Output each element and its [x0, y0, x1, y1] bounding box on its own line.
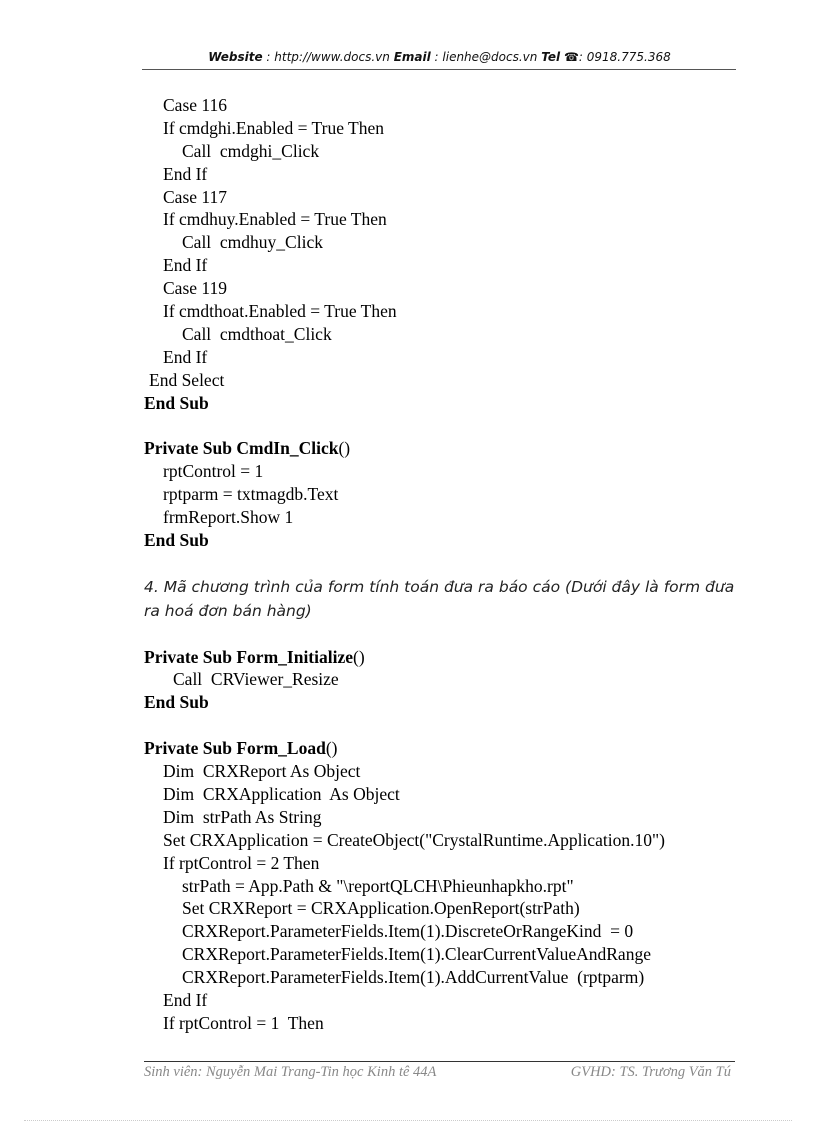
- code-text: Dim CRXReport As Object: [163, 761, 361, 782]
- tel-value: : 0918.775.368: [578, 50, 671, 64]
- code-text: Call cmdthoat_Click: [182, 323, 332, 344]
- email-value: : lienhe@docs.vn: [434, 50, 538, 64]
- code-text: frmReport.Show 1: [163, 507, 294, 528]
- code-text: End Sub: [144, 392, 209, 413]
- code-text: CRXReport.ParameterFields.Item(1).ClearCurrentValueAndRange: [182, 944, 651, 965]
- code-line: [144, 852, 744, 875]
- code-line: [144, 140, 744, 163]
- code-text: Set CRXApplication = CreateObject("CrystalRuntime.Application.10"): [163, 829, 665, 850]
- code-text: Call cmdghi_Click: [182, 140, 320, 161]
- code-text: End If: [163, 163, 208, 184]
- code-text: Dim strPath As String: [163, 806, 322, 827]
- code-line: [144, 437, 744, 460]
- code-text: strPath = App.Path & "\reportQLCH\Phieunhapkho.rpt": [182, 875, 574, 896]
- code-line: [144, 668, 744, 691]
- code-line: [144, 806, 744, 829]
- code-line: [144, 208, 744, 231]
- code-text: End Sub: [144, 529, 209, 550]
- code-text: End Select: [149, 369, 225, 390]
- code-line: [144, 392, 744, 415]
- code-line: [144, 254, 744, 277]
- code-line: [144, 875, 744, 898]
- phone-icon: ☎: [563, 50, 579, 64]
- code-line: [144, 943, 744, 966]
- code-line: [144, 231, 744, 254]
- code-text: End If: [163, 346, 208, 367]
- code-line: [144, 920, 744, 943]
- website-label: Website: [208, 50, 263, 64]
- code-line: [144, 94, 744, 117]
- code-text: Private Sub CmdIn_Click: [144, 438, 339, 459]
- code-listing: [144, 94, 744, 1035]
- code-text: Dim CRXApplication As Object: [163, 783, 400, 804]
- code-text: CRXReport.ParameterFields.Item(1).AddCurrentValue (rptparm): [182, 967, 645, 988]
- code-line: [144, 323, 744, 346]
- code-line: [144, 186, 744, 209]
- code-text: Call cmdhuy_Click: [182, 232, 323, 253]
- code-text: Private Sub Form_Load: [144, 738, 326, 759]
- code-line: [144, 460, 744, 483]
- page-footer: [144, 1064, 735, 1081]
- code-parens: (): [353, 646, 365, 667]
- code-line: [144, 506, 744, 529]
- header-rule: [142, 69, 736, 70]
- code-text: If rptControl = 2 Then: [163, 852, 320, 873]
- footer-advisor: GVHD: TS. Trương Văn Tú: [570, 1064, 731, 1080]
- code-line: [144, 737, 744, 760]
- code-text: rptControl = 1: [163, 461, 264, 482]
- code-line: [144, 163, 744, 186]
- footer-rule: [144, 1061, 735, 1062]
- page-edge-divider: [24, 1120, 792, 1121]
- code-line: [144, 346, 744, 369]
- code-line: [144, 966, 744, 989]
- code-line: [144, 300, 744, 323]
- code-line: [144, 897, 744, 920]
- section-paragraph: 4. Mã chương trình của form tính toán đưa ra báo cáo (Dưới đây là form đưa ra hoá đơn bán hàng): [144, 577, 735, 620]
- code-parens: (): [325, 738, 338, 759]
- code-text: rptparm = txtmagdb.Text: [163, 484, 339, 505]
- code-line: [144, 989, 744, 1012]
- blank-line: [144, 714, 744, 737]
- code-text: Case 117: [163, 186, 227, 207]
- code-line: [144, 760, 744, 783]
- code-line: [144, 1012, 744, 1035]
- blank-line: [144, 623, 744, 646]
- email-label: Email: [393, 50, 431, 64]
- code-text: Set CRXReport = CRXApplication.OpenReport(strPath): [182, 898, 580, 919]
- page-header: [144, 50, 735, 64]
- footer-student: Sinh viên: Nguyễn Mai Trang-Tin học Kinh tê 44A: [144, 1064, 437, 1080]
- tel-label: Tel: [541, 50, 561, 64]
- code-text: CRXReport.ParameterFields.Item(1).DiscreteOrRangeKind = 0: [182, 921, 634, 942]
- code-text: Case 116: [163, 95, 227, 115]
- code-line: [144, 369, 744, 392]
- website-value: : http://www.docs.vn: [266, 50, 390, 64]
- code-text: If cmdhuy.Enabled = True Then: [163, 209, 387, 230]
- code-text: Call CRViewer_Resize: [173, 669, 339, 690]
- code-line: [144, 483, 744, 506]
- code-line: [144, 117, 744, 140]
- code-line: [144, 691, 744, 714]
- code-parens: (): [338, 438, 351, 459]
- code-line: [144, 829, 744, 852]
- code-line: [144, 277, 744, 300]
- code-text: If cmdthoat.Enabled = True Then: [163, 301, 397, 322]
- code-text: If cmdghi.Enabled = True Then: [163, 117, 384, 138]
- code-line: [144, 529, 744, 552]
- blank-line: [144, 552, 744, 575]
- code-line: [144, 783, 744, 806]
- blank-line: [144, 414, 744, 437]
- code-text: Case 119: [163, 278, 227, 299]
- code-text: Private Sub Form_Initialize: [144, 646, 354, 667]
- code-line: [144, 646, 744, 669]
- code-text: End If: [163, 255, 208, 276]
- code-text: End If: [163, 989, 208, 1010]
- code-text: End Sub: [144, 692, 209, 713]
- code-text: If rptControl = 1 Then: [163, 1012, 324, 1033]
